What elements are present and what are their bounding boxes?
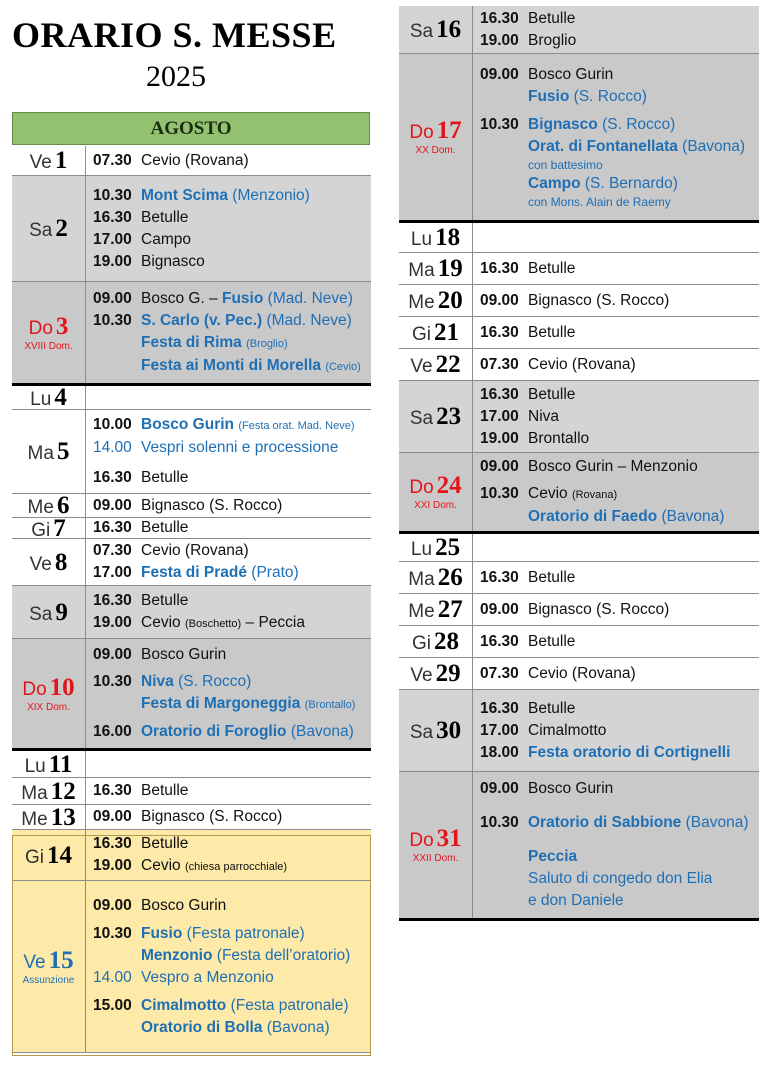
mass-entry: 07.30 Cevio (Rovana) [480,664,636,682]
mass-entry: 09.00 Bosco Gurin [93,646,227,663]
day-row-20 [399,285,759,317]
day-name: Me [408,601,435,622]
day-row-5 [12,410,371,494]
day-name: Gi [31,519,51,541]
day-name: Ma [408,260,435,281]
sunday-label: XXII Dom. [412,853,459,864]
day-row-7 [12,514,371,542]
day-name: Lu [30,389,52,410]
mass-entry: 18.00 Festa oratorio di Cortignelli [480,743,731,761]
mass-entry: 09.00 Bignasco (S. Rocco) [93,496,283,514]
day-row-21 [399,317,759,349]
day-number: 14 [47,841,72,869]
mass-entry: e don Daniele [528,892,624,909]
day-number: 16 [436,16,462,43]
sunday-label: XX Dom. [415,145,456,156]
day-name: Ve [410,665,433,686]
mass-entry: 10.30 Oratorio di Sabbione (Bavona) [480,814,749,831]
day-name: Do [409,830,434,851]
year-heading: 2025 [146,60,206,93]
mass-entry: 16.00 Oratorio di Foroglio (Bavona) [93,723,354,740]
day-row-17 [399,54,759,223]
mass-entry: 09.00 Bosco Gurin [480,780,614,797]
mass-entry: 19.00 Broglio [480,31,577,49]
mass-entry: 16.30 Betulle [93,591,189,609]
day-row-29 [399,658,759,690]
day-number: 21 [434,319,459,346]
day-row-14 [12,830,371,881]
mass-entry: Fusio (S. Rocco) [528,88,647,105]
mass-entry: 17.00 Cimalmotto [480,721,607,739]
mass-entry: Campo (S. Bernardo) [528,175,678,192]
day-row-6 [12,494,371,518]
day-name: Gi [25,846,44,868]
day-number: 29 [435,660,461,687]
day-row-10 [12,639,371,751]
page-title: ORARIO S. MESSE [12,15,337,55]
day-name: Ma [21,782,48,804]
mass-entry: 14.00 Vespri solenni e processione [93,439,339,456]
mass-entry: 10.30 Bignasco (S. Rocco) [480,116,676,133]
mass-entry: 16.30 Betulle [93,834,189,852]
day-number: 22 [435,351,461,378]
day-row-25 [399,534,759,562]
mass-entry: 09.00 Bignasco (S. Rocco) [480,291,670,309]
day-row-27 [399,594,759,626]
day-row-31 [399,772,759,921]
mass-entry: Festa di Rima (Broglio) [141,333,288,351]
mass-entry: 09.00 Bignasco (S. Rocco) [480,600,670,618]
mass-entry: 16.30 Betulle [93,208,189,226]
day-name: Do [28,317,53,339]
day-row-3 [12,282,371,386]
schedule-column-right [399,6,759,921]
day-row-30 [399,690,759,772]
day-row-15 [12,881,371,1053]
day-number: 6 [56,492,70,519]
day-number: 26 [437,564,463,591]
day-row-8 [12,539,371,586]
mass-entry: 17.00 Campo [93,230,191,248]
sunday-label: XXI Dom. [414,500,457,511]
day-number: 17 [436,117,462,144]
mass-entry: Menzonio (Festa dell’oratorio) [141,946,351,964]
mass-note: con battesimo [528,158,603,172]
mass-entry: 10.30 Mont Scima (Menzonio) [93,186,310,204]
day-row-1 [12,146,371,176]
mass-entry: 09.00 Bosco Gurin [480,66,614,83]
day-row-12 [12,778,371,805]
mass-entry: Festa ai Monti di Morella (Cevio) [141,356,361,374]
day-name: Gi [412,633,431,654]
day-number: 5 [56,438,70,465]
mass-entry: 19.00 Cevio (chiesa parrocchiale) [93,856,288,874]
sunday-label: XIX Dom. [27,701,70,713]
day-number: 7 [53,514,66,542]
day-row-18 [399,223,759,253]
mass-entry: 19.00 Brontallo [480,429,590,447]
day-number: 15 [48,946,74,974]
day-number: 9 [55,598,68,626]
day-number: 4 [54,384,67,411]
day-name: Ma [27,443,54,464]
feast-label: Assunzione [22,974,75,986]
day-number: 2 [55,215,68,242]
mass-entry: 16.30 Betulle [93,782,189,799]
day-number: 30 [436,717,462,744]
day-number: 28 [434,628,459,655]
day-number: 31 [436,825,462,852]
day-row-4 [12,386,371,410]
mass-entry: 09.00 Bosco G. – Fusio (Mad. Neve) [93,289,353,307]
mass-entry: 19.00 Cevio (Boschetto) – Peccia [93,613,305,631]
day-name: Ve [29,152,52,173]
sunday-label: XVIII Dom. [24,340,73,352]
mass-entry: 16.30 Betulle [480,632,576,650]
mass-entry: 16.30 Betulle [480,385,576,403]
mass-entry: 14.00 Vespro a Menzonio [93,968,274,986]
day-name: Lu [24,755,46,777]
day-number: 11 [48,750,73,778]
day-row-2 [12,176,371,282]
day-number: 18 [435,224,461,251]
day-number: 13 [50,803,76,831]
day-name: Me [408,292,435,313]
mass-entry: 10.30 S. Carlo (v. Pec.) (Mad. Neve) [93,311,352,329]
day-name: Ve [410,356,433,377]
day-name: Sa [409,408,434,429]
day-name: Lu [410,539,433,560]
day-name: Me [21,808,48,830]
mass-entry: Festa di Margoneggia (Brontallo) [141,695,356,712]
day-name: Do [22,678,47,700]
day-name: Sa [29,603,53,625]
mass-entry: Oratorio di Faedo (Bavona) [528,508,725,525]
day-number: 25 [435,534,461,561]
day-number: 27 [437,596,463,623]
mass-entry: 16.30 Betulle [480,9,576,27]
day-number: 20 [437,287,463,314]
mass-entry: Saluto di congedo don Elia [528,870,713,887]
mass-entry: 09.00 Bosco Gurin [93,896,227,914]
day-name: Ve [23,951,46,973]
day-name: Sa [29,220,53,241]
day-number: 1 [54,147,68,174]
day-row-11 [12,751,371,778]
day-row-22 [399,349,759,381]
mass-entry: 10.00 Bosco Gurin (Festa orat. Mad. Neve) [93,416,355,433]
mass-entry: 10.30 Cevio (Rovana) [480,485,618,502]
day-name: Ma [408,569,435,590]
mass-entry: Peccia [528,848,578,865]
day-name: Lu [410,229,433,250]
mass-entry: 16.30 Betulle [93,469,189,486]
month-header: AGOSTO [12,112,370,145]
day-number: 10 [49,673,75,701]
mass-entry: 17.00 Festa di Pradé (Prato) [93,564,299,581]
day-number: 24 [436,472,462,499]
day-row-26 [399,562,759,594]
mass-entry: Orat. di Fontanellata (Bavona) [528,138,746,155]
day-name: Ve [29,553,52,575]
mass-entry: Oratorio di Bolla (Bavona) [141,1018,330,1036]
day-row-23 [399,381,759,453]
schedule-column-left [12,146,371,1053]
mass-entry: 07.30 Cevio (Rovana) [93,151,249,169]
day-name: Do [409,477,434,498]
day-number: 3 [55,312,69,340]
day-row-28 [399,626,759,658]
mass-entry: 16.30 Betulle [480,323,576,341]
mass-entry: 10.30 Fusio (Festa patronale) [93,924,305,942]
mass-entry: 07.30 Cevio (Rovana) [93,542,249,559]
mass-note: con Mons. Alain de Raemy [528,195,671,209]
day-number: 19 [437,255,463,282]
day-row-16 [399,6,759,54]
day-name: Me [27,497,54,518]
mass-entry: 10.30 Niva (S. Rocco) [93,673,252,690]
mass-entry: 16.30 Betulle [480,568,576,586]
day-name: Sa [409,722,434,743]
day-number: 23 [436,403,462,430]
day-row-19 [399,253,759,285]
mass-entry: 16.30 Betulle [93,519,189,536]
mass-entry: 09.00 Bignasco (S. Rocco) [93,808,283,825]
day-row-24 [399,453,759,534]
day-row-9 [12,586,371,639]
mass-entry: 15.00 Cimalmotto (Festa patronale) [93,996,349,1014]
mass-entry: 16.30 Betulle [480,259,576,277]
mass-entry: 17.00 Niva [480,407,560,425]
day-number: 8 [54,548,68,576]
day-name: Gi [412,324,431,345]
mass-entry: 09.00 Bosco Gurin – Menzonio [480,458,698,475]
day-name: Sa [409,21,434,42]
day-number: 12 [50,777,76,805]
day-name: Do [409,122,434,143]
mass-entry: 07.30 Cevio (Rovana) [480,355,636,373]
day-row-13 [12,805,371,830]
mass-entry: 16.30 Betulle [480,699,576,717]
mass-entry: 19.00 Bignasco [93,252,205,270]
